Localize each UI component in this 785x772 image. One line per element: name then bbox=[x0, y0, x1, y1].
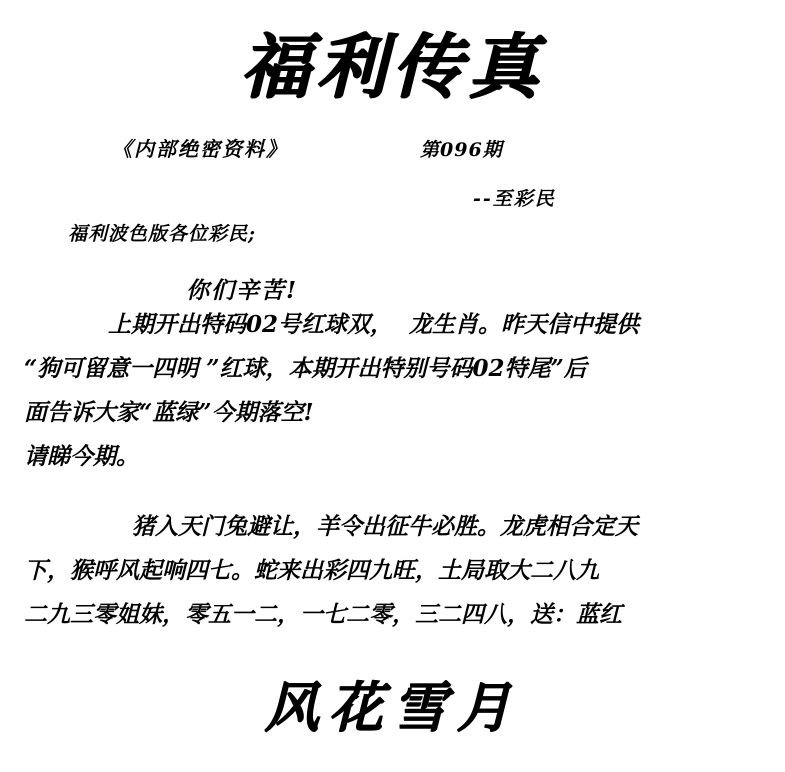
body-line: “狗可留意一四明 ”红球，本期开出特别号码02特尾”后 bbox=[24, 355, 587, 382]
body-line: 请睇今期。 bbox=[24, 443, 139, 470]
body-paragraph-one bbox=[24, 303, 769, 479]
body-line: 上期开出特码02号红球双， 龙生肖。昨天信中提供 bbox=[108, 311, 640, 338]
secret-material-label: 《内部绝密资料》 bbox=[112, 137, 288, 161]
issue-number-label: 第096期 bbox=[420, 139, 503, 161]
footer-phrase: 风花雪月 bbox=[264, 675, 521, 739]
page-title: 福利传真 bbox=[240, 25, 545, 108]
body-line: 下，猴呼风起响四七。蛇来出彩四九旺，土局取大二八九 bbox=[24, 557, 599, 584]
body-line: 二九三零姐妹，零五一二，一七二零，三二四八，送：蓝红 bbox=[24, 601, 622, 628]
subheader-row bbox=[0, 133, 785, 163]
body-paragraph-two bbox=[24, 505, 769, 637]
salutation-text: 福利波色版各位彩民; bbox=[68, 223, 257, 245]
addressee-label: --至彩民 bbox=[473, 188, 556, 210]
greeting-text: 你们辛苦! bbox=[186, 277, 299, 304]
body-line: 猪入天门兔避让，羊令出征牛必胜。龙虎相合定天 bbox=[132, 513, 638, 540]
body-line: 面告诉大家“蓝绿”今期落空! bbox=[24, 399, 314, 426]
